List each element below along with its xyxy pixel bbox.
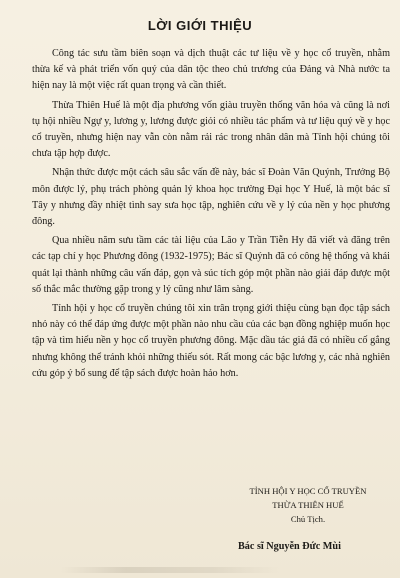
signature-block (228, 484, 388, 526)
paragraph: Nhận thức được một cách sâu sắc vấn đề này, bác sĩ Đoàn Văn Quýnh, Trưởng Bộ môn được lý, phụ trách phòng quản lý khoa học trường Đại học Y Huế, là một bác sĩ Tây y nhưng đầy nhiệt tình say sưa học tập, nghiên cứu về y lý của nền y học phương đông. (32, 167, 390, 228)
signer-name: Bác sĩ Nguyễn Đức Mùi (238, 541, 341, 552)
body-text (32, 46, 390, 382)
paragraph: Tỉnh hội y học cổ truyền chúng tôi xin trân trọng giới thiệu cùng bạn đọc tập sách nhỏ này có thể đáp ứng được một phần nào nhu cầu của các bạn đồng nghiệp muốn học tập và tìm hiểu nền y học cổ truyền phương đông. Mặc dầu tác giả đã có nhiều cố gắng nhưng không thể tránh khỏi những thiếu sót. Rất mong các bậc lương y, các nhà nghiên cứu góp ý bổ sung để tập sách được hoàn hảo hơn. (32, 303, 390, 379)
signature-org-line-2: THỪA THIÊN HUẾ (272, 500, 344, 510)
paragraph: Thừa Thiên Huế là một địa phương vốn giàu truyền thống văn hóa và cũng là nơi tụ hội nhiều Ngự y, lương y, lương được giỏi có nhiều tác phẩm và tư liệu quý về y học cổ truyền, nhưng hiện nay vẫn còn nằm rải rác trong nhân dân mà Tỉnh hội chúng tôi chưa tập hợp được. (32, 99, 390, 160)
paragraph: Công tác sưu tầm biên soạn và dịch thuật các tư liệu về y học cổ truyền, nhằm thừa kế và phát triển vốn quý của dân tộc theo chủ trương của Đảng và Nhà nước ta hiện nay là một việc rất quan trọng và cần thiết. (32, 48, 390, 92)
signature-org-line-1: TỈNH HỘI Y HỌC CỔ TRUYỀN (249, 486, 367, 496)
signature-role: Chủ Tịch. (290, 514, 326, 524)
page-title: LỜI GIỚI THIỆU (147, 18, 253, 33)
page-bleed-through (60, 567, 280, 573)
paragraph: Qua nhiều năm sưu tầm các tài liệu của Lão y Trần Tiễn Hy đã viết và đăng trên các tạp chí y học Phương đông (1932-1975); Bác sĩ Quýnh đã có công hệ thống và khái quát lại thành những câu vấn đáp, gọn và súc tích góp một phần nào giải đáp được một số thắc mắc thường gặp trong y lý cũng như lâm sàng. (32, 235, 390, 295)
